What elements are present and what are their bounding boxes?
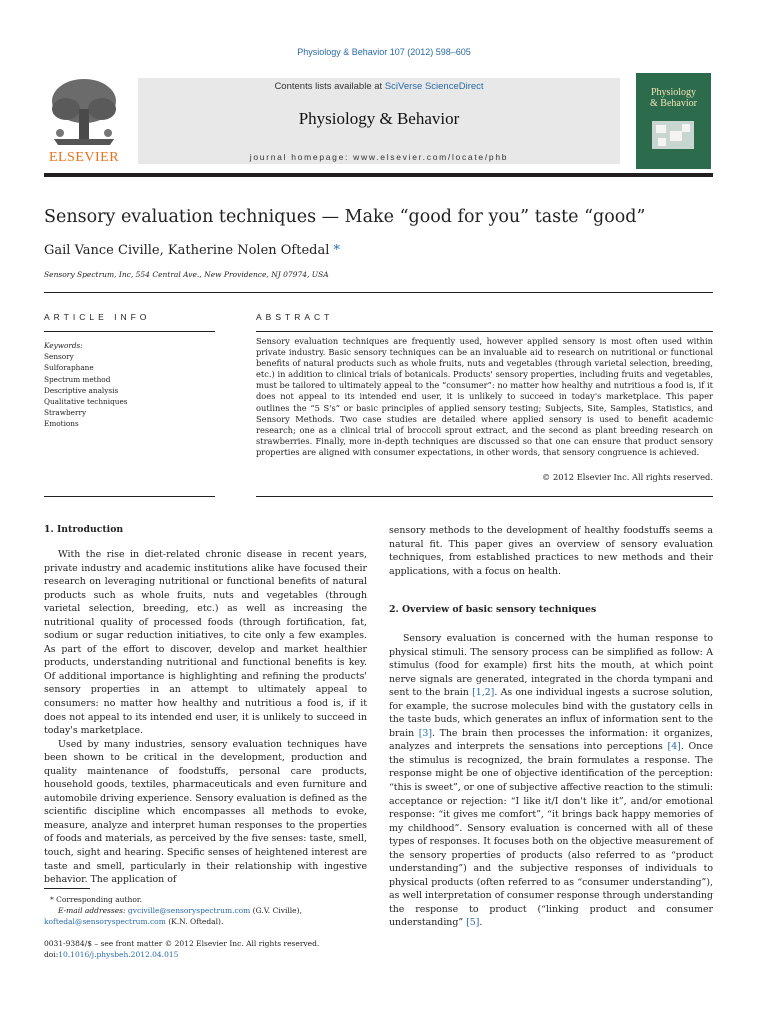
keyword: Qualitative techniques <box>44 397 128 407</box>
cover-title: Physiology & Behavior <box>650 87 697 109</box>
keyword: Sulforaphane <box>44 363 94 373</box>
divider <box>44 331 215 332</box>
keyword: Strawberry <box>44 408 87 418</box>
divider <box>44 496 215 497</box>
contents-line: Contents lists available at SciVerse ScienceDirect <box>274 81 484 92</box>
doi-link[interactable]: 10.1016/j.physbeh.2012.04.015 <box>58 950 179 960</box>
journal-banner <box>44 73 711 173</box>
paragraph: With the rise in diet-related chronic disease in recent years, private industry and academic institutions alike have focused their research on leveraging nutritional or functional benefits of natural products such as whole fruits, nuts and vegetables (through varietal selection, breeding, etc.) as well as increasing the nutritional quality of processed foods (through fortification, fat, sodium or sugar reduction initiatives, to cite only a few examples. As part of the effort to discover, develop and market healthier products, understanding nutritional and functional benefits is key. Of additional importance is highlighting and refining the products' sensory properties in an attempt to ultimately appeal to consumers: no matter how healthy and nutritious a food is, if it does not appeal to its intended end user, it is unlikely to succeed in today's marketplace. <box>44 549 367 737</box>
divider <box>44 292 713 293</box>
paragraph: Used by many industries, sensory evaluation techniques have been shown to be critical in the development, production and quality maintenance of foodstuffs, personal care products, household goods, textiles, pharmaceuticals and even furniture and automobile driving experience. Sensory evaluation is defined as the scientific discipline which encompasses all methods to evoke, measure, analyze and interpret human responses to the properties of foods and materials, as perceived by the five senses: taste, smell, touch, sight and hearing. Specific senses of heightened interest are taste and smell, particularly in their relationship with ingestive behavior. The application of <box>44 738 367 886</box>
cover-image <box>652 121 694 149</box>
keyword: Emotions <box>44 419 79 429</box>
front-matter <box>44 938 367 960</box>
author-affiliation: Sensory Spectrum, Inc, 554 Central Ave., New Providence, NJ 07974, USA <box>44 270 329 279</box>
issn-line: 0031-9384/$ – see front matter © 2012 Elsevier Inc. All rights reserved. <box>44 939 320 948</box>
abstract-copyright: © 2012 Elsevier Inc. All rights reserved. <box>542 472 713 482</box>
citation-link[interactable]: [1,2] <box>472 687 495 699</box>
publisher-wordmark: ELSEVIER <box>48 150 120 165</box>
divider <box>256 331 713 332</box>
keywords-list <box>44 340 128 430</box>
email-link[interactable]: koftedal@sensoryspectrum.com <box>44 917 166 927</box>
paragraph: Sensory evaluation is concerned with the human response to physical stimuli. The sensory process can be simplified as follow: A stimulus (food for example) first hits the mouth, at which point nerve signals are generated, integrated in the chorda tympani and sent to the brain [1,2]. As one individual ingests a sucrose solution, for example, the sucrose molecules bind with the gustatory cells in the taste buds, which generates an influx of information sent to the brain [3]. The brain then processes the information: it organizes, analyzes and interprets the sensations into perceptions [4]. Once the stimulus is recognized, the brain formulates a response. The response might be one of objective identification of the perception: “this is sweet”, or one of subjective affective reaction to the stimuli: acceptance or rejection: “I like it/I don't like it”, and/or emotional response: “it gives me comfort”, “it brings back happy memories of my childhood”. Sensory evaluation is concerned with all of these types of responses. It focuses both on the objective measurement of the sensory properties of products (also referred to as “product understanding”) and the subjective responses of individuals to physical products (often referred to as “consumer understanding”), as well interpretation of consumer response through understanding the response to product (“linking product and consumer understanding” [5]. <box>389 633 714 929</box>
header-rule <box>44 173 713 177</box>
journal-cover-thumbnail <box>636 73 711 169</box>
article-authors: Gail Vance Civille, Katherine Nolen Oftedal * <box>44 243 341 258</box>
journal-name: Physiology & Behavior <box>298 109 460 128</box>
keyword: Spectrum method <box>44 374 111 384</box>
footnote: * Corresponding author. E-mail addresses: gvciville@sensoryspectrum.com (G.V. Civille), koftedal@sensoryspectrum.com (K.N. Oftedal). <box>44 895 302 927</box>
section-heading-introduction: 1. Introduction <box>44 524 124 535</box>
divider <box>256 496 713 497</box>
keyword: Sensory <box>44 352 74 362</box>
left-column-body <box>44 548 367 887</box>
journal-homepage[interactable]: journal homepage: www.elsevier.com/locate/phb <box>249 152 509 162</box>
footnote-rule <box>44 888 90 889</box>
abstract-text: Sensory evaluation techniques are frequently used, however applied sensory is most often used within private industry. Basic sensory techniques can be an invaluable aid to research on nutritional or functional benefits of natural products such as whole fruits, nuts and vegetables (through varietal selection, breeding, etc.) in addition to clinical trials of botanicals. Products' sensory properties, including fruits and vegetables, must be tailored to ultimately appeal to the “consumer”: no matter how healthy and nutritious a food is, if it does not appeal to its intended end user, it is unlikely to succeed in today's marketplace. This paper outlines the “5 S's” or basic principles of applied sensory testing; Subjects, Site, Samples, Statistics, and Sensory Methods. Two case studies are detailed where applied sensory is used to benefit academic research; one as a clinical trial of broccoli sprout extract, and the second as plant breeding research on strawberries. Finally, more in-depth techniques are discussed so that one can ensure that product sensory properties are aligned with consumer expectations, in other words, that sensory congruence is achieved. <box>256 336 713 457</box>
journal-reference[interactable]: Physiology & Behavior 107 (2012) 598–605 <box>297 47 471 57</box>
citation-link[interactable]: [4] <box>667 741 681 753</box>
paragraph: sensory methods to the development of healthy foodstuffs seems a natural fit. This paper gives an overview of sensory evaluation techniques, from established practices to new methods and their applications, with a focus on health. <box>389 525 713 577</box>
article-title: Sensory evaluation techniques — Make “good for you” taste “good” <box>44 207 646 227</box>
email-link[interactable]: gvciville@sensoryspectrum.com <box>127 906 251 916</box>
citation-link[interactable]: [3] <box>418 727 433 739</box>
article-info-heading: ARTICLE INFO <box>44 312 151 322</box>
keywords-label: Keywords: <box>44 341 83 350</box>
doi-line: doi:10.1016/j.physbeh.2012.04.015 <box>44 950 179 960</box>
right-column-body <box>389 632 713 930</box>
section-heading-overview: 2. Overview of basic sensory techniques <box>389 604 597 615</box>
sciencedirect-link[interactable]: SciVerse ScienceDirect <box>384 81 484 92</box>
corresponding-author-mark[interactable]: * <box>333 243 341 258</box>
abstract-heading: ABSTRACT <box>256 312 334 322</box>
citation-link[interactable]: [5] <box>466 917 480 929</box>
keyword: Descriptive analysis <box>44 385 119 395</box>
right-column-intro <box>389 524 713 578</box>
